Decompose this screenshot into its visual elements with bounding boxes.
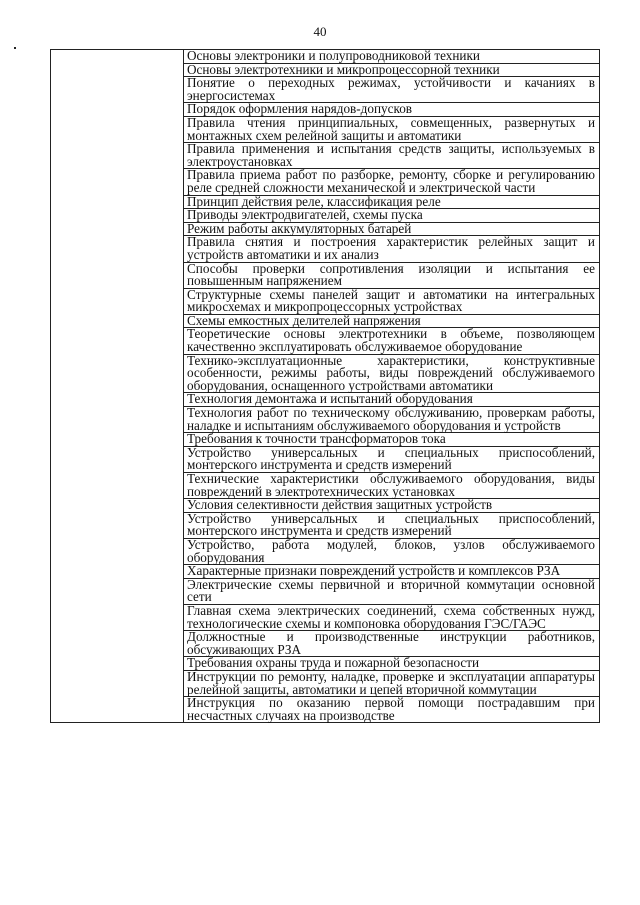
knowledge-item-cell: Способы проверки сопротивления изоляции и испытания ее повышенным напряжением [184,262,600,288]
knowledge-item-cell: Структурные схемы панелей защит и автоматики на интегральных микросхемах и микропроцессорных устройствах [184,288,600,314]
knowledge-item-cell: Правила чтения принципиальных, совмещенных, развернутых и монтажных схем релейной защиты и автоматики [184,116,600,142]
knowledge-item-cell: Схемы емкостных делителей напряжения [184,314,600,328]
knowledge-item-cell: Понятие о переходных режимах, устойчивости и качаниях в энергосистемах [184,77,600,103]
page-number: 40 [313,24,327,39]
knowledge-item-cell: Должностные и производственные инструкции работников, обсуживающих РЗА [184,631,600,657]
knowledge-item-cell: Теоретические основы электротехники в объеме, позволяющем качественно эксплуатировать обслуживаемое оборудование [184,328,600,354]
knowledge-item-cell: Технико-эксплуатационные характеристики, конструктивные особенности, режимы работы, виды повреждений обслуживаемого оборудования, оснащенного устройствами автоматики [184,354,600,393]
knowledge-item-cell: Принцип действия реле, классификация реле [184,195,600,209]
knowledge-item-cell: Инструкция по оказанию первой помощи пострадавшим при несчастных случаях на производстве [184,697,600,723]
knowledge-item-cell: Устройство, работа модулей, блоков, узлов обслуживаемого оборудования [184,538,600,564]
knowledge-table [50,49,600,723]
knowledge-item-cell: Основы электроники и полупроводниковой техники [184,50,600,64]
knowledge-item-cell: Инструкции по ремонту, наладке, проверке и эксплуатации аппаратуры релейной защиты, автоматики и цепей вторичной коммутации [184,670,600,696]
knowledge-item-cell: Технология демонтажа и испытаний оборудования [184,393,600,407]
knowledge-item-cell: Технические характеристики обслуживаемого оборудования, виды повреждений в электротехнических установках [184,473,600,499]
knowledge-item-cell: Характерные признаки повреждений устройств и комплексов РЗА [184,565,600,579]
knowledge-item-cell: Требования охраны труда и пожарной безопасности [184,657,600,671]
scan-speck [14,47,16,49]
knowledge-item-cell: Условия селективности действия защитных устройств [184,499,600,513]
knowledge-item-cell: Электрические схемы первичной и вторичной коммутации основной сети [184,578,600,604]
knowledge-item-cell: Приводы электродвигателей, схемы пуска [184,209,600,223]
knowledge-item-cell: Правила снятия и построения характеристик релейных защит и устройств автоматики и их анализ [184,236,600,262]
knowledge-item-cell: Главная схема электрических соединений, схема собственных нужд, технологические схемы и компоновка оборудования ГЭС/ГАЭС [184,604,600,630]
knowledge-item-cell: Режим работы аккумуляторных батарей [184,222,600,236]
knowledge-item-cell: Устройство универсальных и специальных приспособлений, монтерского инструмента и средств измерений [184,446,600,472]
knowledge-item-cell: Правила применения и испытания средств защиты, используемых в электроустановках [184,143,600,169]
knowledge-item-cell: Устройство универсальных и специальных приспособлений, монтерского инструмента и средств измерений [184,512,600,538]
left-column-cell [51,50,184,723]
knowledge-item-cell: Требования к точности трансформаторов тока [184,433,600,447]
knowledge-table-body [51,50,600,723]
knowledge-item-cell: Порядок оформления нарядов-допусков [184,103,600,117]
knowledge-item-cell: Технология работ по техническому обслуживанию, проверкам работы, наладке и испытаниям обслуживаемого оборудования и устройств [184,407,600,433]
knowledge-item-cell: Основы электротехники и микропроцессорной техники [184,63,600,77]
knowledge-item-cell: Правила приема работ по разборке, ремонту, сборке и регулированию реле средней сложности механической и электрической части [184,169,600,195]
